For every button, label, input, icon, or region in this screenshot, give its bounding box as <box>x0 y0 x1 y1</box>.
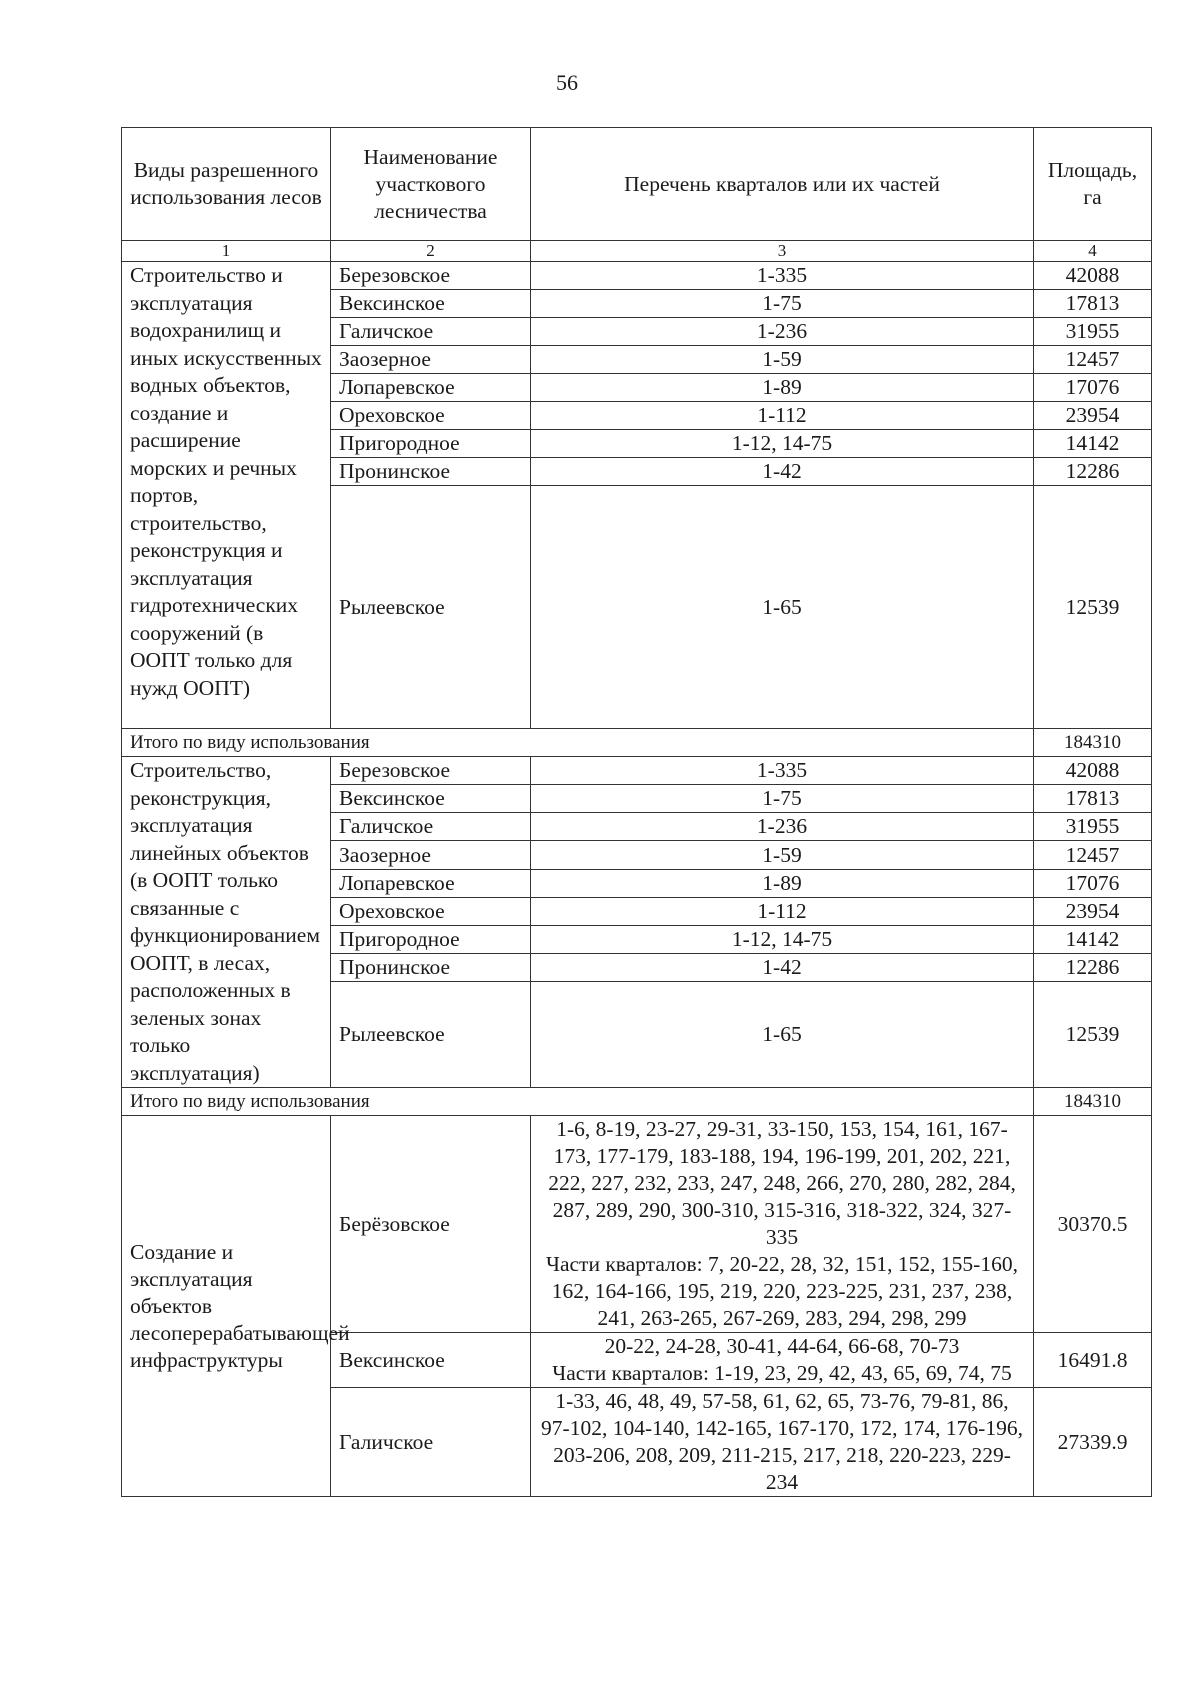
quarters-cell: 1-89 <box>531 869 1034 897</box>
quarters-cell: 1-335 <box>531 757 1034 785</box>
total-label: Итого по виду использования <box>122 1088 1034 1116</box>
forestry-cell: Галичское <box>331 318 531 346</box>
area-cell: 42088 <box>1034 262 1152 290</box>
forestry-cell: Вексинское <box>331 1333 531 1388</box>
table-header-row <box>122 128 1152 241</box>
table-row <box>122 757 1152 785</box>
quarters-cell: 1-75 <box>531 785 1034 813</box>
column-number: 2 <box>331 241 531 262</box>
quarters-cell: 1-12, 14-75 <box>531 430 1034 458</box>
area-cell: 12286 <box>1034 458 1152 486</box>
quarters-cell: 1-65 <box>531 982 1034 1088</box>
forestry-cell: Пригородное <box>331 430 531 458</box>
quarters-cell <box>531 1116 1034 1333</box>
area-cell: 12457 <box>1034 841 1152 869</box>
forestry-cell: Лопаревское <box>331 869 531 897</box>
total-value: 184310 <box>1034 729 1152 757</box>
area-cell: 42088 <box>1034 757 1152 785</box>
quarters-cell: 1-42 <box>531 458 1034 486</box>
forestry-cell: Заозерное <box>331 346 531 374</box>
forestry-cell: Заозерное <box>331 841 531 869</box>
forestry-cell: Вексинское <box>331 785 531 813</box>
area-cell: 17076 <box>1034 869 1152 897</box>
quarters-parts: Части кварталов: 7, 20-22, 28, 32, 151, 152, 155-160, 162, 164-166, 195, 219, 220, 223-225, 231, 237, 238, 241, 263-265, 267-269, 283, 294, 298, 299 <box>546 1252 1018 1330</box>
kind-of-use-cell: Строительство, реконструкция, эксплуатация линейных объектов (в ООПТ только связанные с функционированием ООПТ, в лесах, расположенных в зеленых зонах только эксплуатация) <box>122 757 331 1088</box>
forestry-cell: Ореховское <box>331 402 531 430</box>
total-label: Итого по виду использования <box>122 729 1034 757</box>
area-cell: 12457 <box>1034 346 1152 374</box>
area-cell: 31955 <box>1034 813 1152 841</box>
quarters-cell: 1-335 <box>531 262 1034 290</box>
quarters-cell: 1-12, 14-75 <box>531 925 1034 953</box>
total-row <box>122 1088 1152 1116</box>
header-forestry-name: Наименование участкового лесничества <box>331 128 531 241</box>
forestry-cell: Березовское <box>331 757 531 785</box>
forestry-cell: Берёзовское <box>331 1116 531 1333</box>
forest-use-table <box>121 127 1152 1497</box>
quarters-cell <box>531 1333 1034 1388</box>
forestry-cell: Рылеевское <box>331 982 531 1088</box>
forestry-cell: Рылеевское <box>331 486 531 729</box>
area-cell: 12539 <box>1034 486 1152 729</box>
quarters-full: 1-33, 46, 48, 49, 57-58, 61, 62, 65, 73-76, 79-81, 86, 97-102, 104-140, 142-165, 167-170, 172, 174, 176-196, 203-206, 208, 209, 211-215, 217, 218, 220-223, 229-234 <box>541 1389 1023 1494</box>
quarters-cell: 1-89 <box>531 374 1034 402</box>
area-cell: 12286 <box>1034 954 1152 982</box>
area-cell: 30370.5 <box>1034 1116 1152 1333</box>
column-number: 3 <box>531 241 1034 262</box>
forestry-cell: Ореховское <box>331 897 531 925</box>
quarters-cell: 1-112 <box>531 402 1034 430</box>
quarters-cell: 1-112 <box>531 897 1034 925</box>
forestry-cell: Пронинское <box>331 954 531 982</box>
header-area: Площадь, га <box>1034 128 1152 241</box>
area-cell: 14142 <box>1034 925 1152 953</box>
forestry-cell: Пронинское <box>331 458 531 486</box>
page-number: 56 <box>556 70 578 95</box>
forestry-cell: Вексинское <box>331 290 531 318</box>
quarters-cell: 1-65 <box>531 486 1034 729</box>
area-cell: 17076 <box>1034 374 1152 402</box>
area-cell: 27339.9 <box>1034 1388 1152 1497</box>
quarters-parts: Части кварталов: 1-19, 23, 29, 42, 43, 65, 69, 74, 75 <box>552 1361 1012 1385</box>
forestry-cell: Пригородное <box>331 925 531 953</box>
quarters-cell: 1-236 <box>531 813 1034 841</box>
area-cell: 17813 <box>1034 290 1152 318</box>
table-row <box>122 1116 1152 1333</box>
quarters-cell: 1-42 <box>531 954 1034 982</box>
total-row <box>122 729 1152 757</box>
header-quarters-list: Перечень кварталов или их частей <box>531 128 1034 241</box>
column-number: 4 <box>1034 241 1152 262</box>
area-cell: 12539 <box>1034 982 1152 1088</box>
forestry-cell: Березовское <box>331 262 531 290</box>
area-cell: 14142 <box>1034 430 1152 458</box>
area-cell: 23954 <box>1034 897 1152 925</box>
quarters-cell: 1-75 <box>531 290 1034 318</box>
area-cell: 16491.8 <box>1034 1333 1152 1388</box>
table-row <box>122 262 1152 290</box>
quarters-cell: 1-236 <box>531 318 1034 346</box>
total-value: 184310 <box>1034 1088 1152 1116</box>
quarters-cell: 1-59 <box>531 841 1034 869</box>
kind-of-use-cell: Создание и эксплуатация объектов лесоперерабатывающей инфраструктуры <box>122 1116 331 1497</box>
area-cell: 23954 <box>1034 402 1152 430</box>
quarters-full: 1-6, 8-19, 23-27, 29-31, 33-150, 153, 154, 161, 167-173, 177-179, 183-188, 194, 196-199, 201, 202, 221, 222, 227, 232, 233, 247, 248, 266, 270, 280, 282, 284, 287, 289, 290, 300-310, 315-316, 318-322, 324, 327-335 <box>548 1117 1016 1249</box>
quarters-full: 20-22, 24-28, 30-41, 44-64, 66-68, 70-73 <box>604 1334 960 1358</box>
area-cell: 17813 <box>1034 785 1152 813</box>
kind-of-use-cell: Строительство и эксплуатация водохранилищ и иных искусственных водных объектов, создание и расширение морских и речных портов, строительство, реконструкция и эксплуатация гидротехнических сооружений (в ООПТ только для нужд ООПТ) <box>122 262 331 729</box>
forestry-cell: Лопаревское <box>331 374 531 402</box>
forestry-cell: Галичское <box>331 1388 531 1497</box>
column-numbers-row <box>122 241 1152 262</box>
area-cell: 31955 <box>1034 318 1152 346</box>
column-number: 1 <box>122 241 331 262</box>
forestry-cell: Галичское <box>331 813 531 841</box>
quarters-cell <box>531 1388 1034 1497</box>
header-kind-of-use: Виды разрешенного использования лесов <box>122 128 331 241</box>
quarters-cell: 1-59 <box>531 346 1034 374</box>
